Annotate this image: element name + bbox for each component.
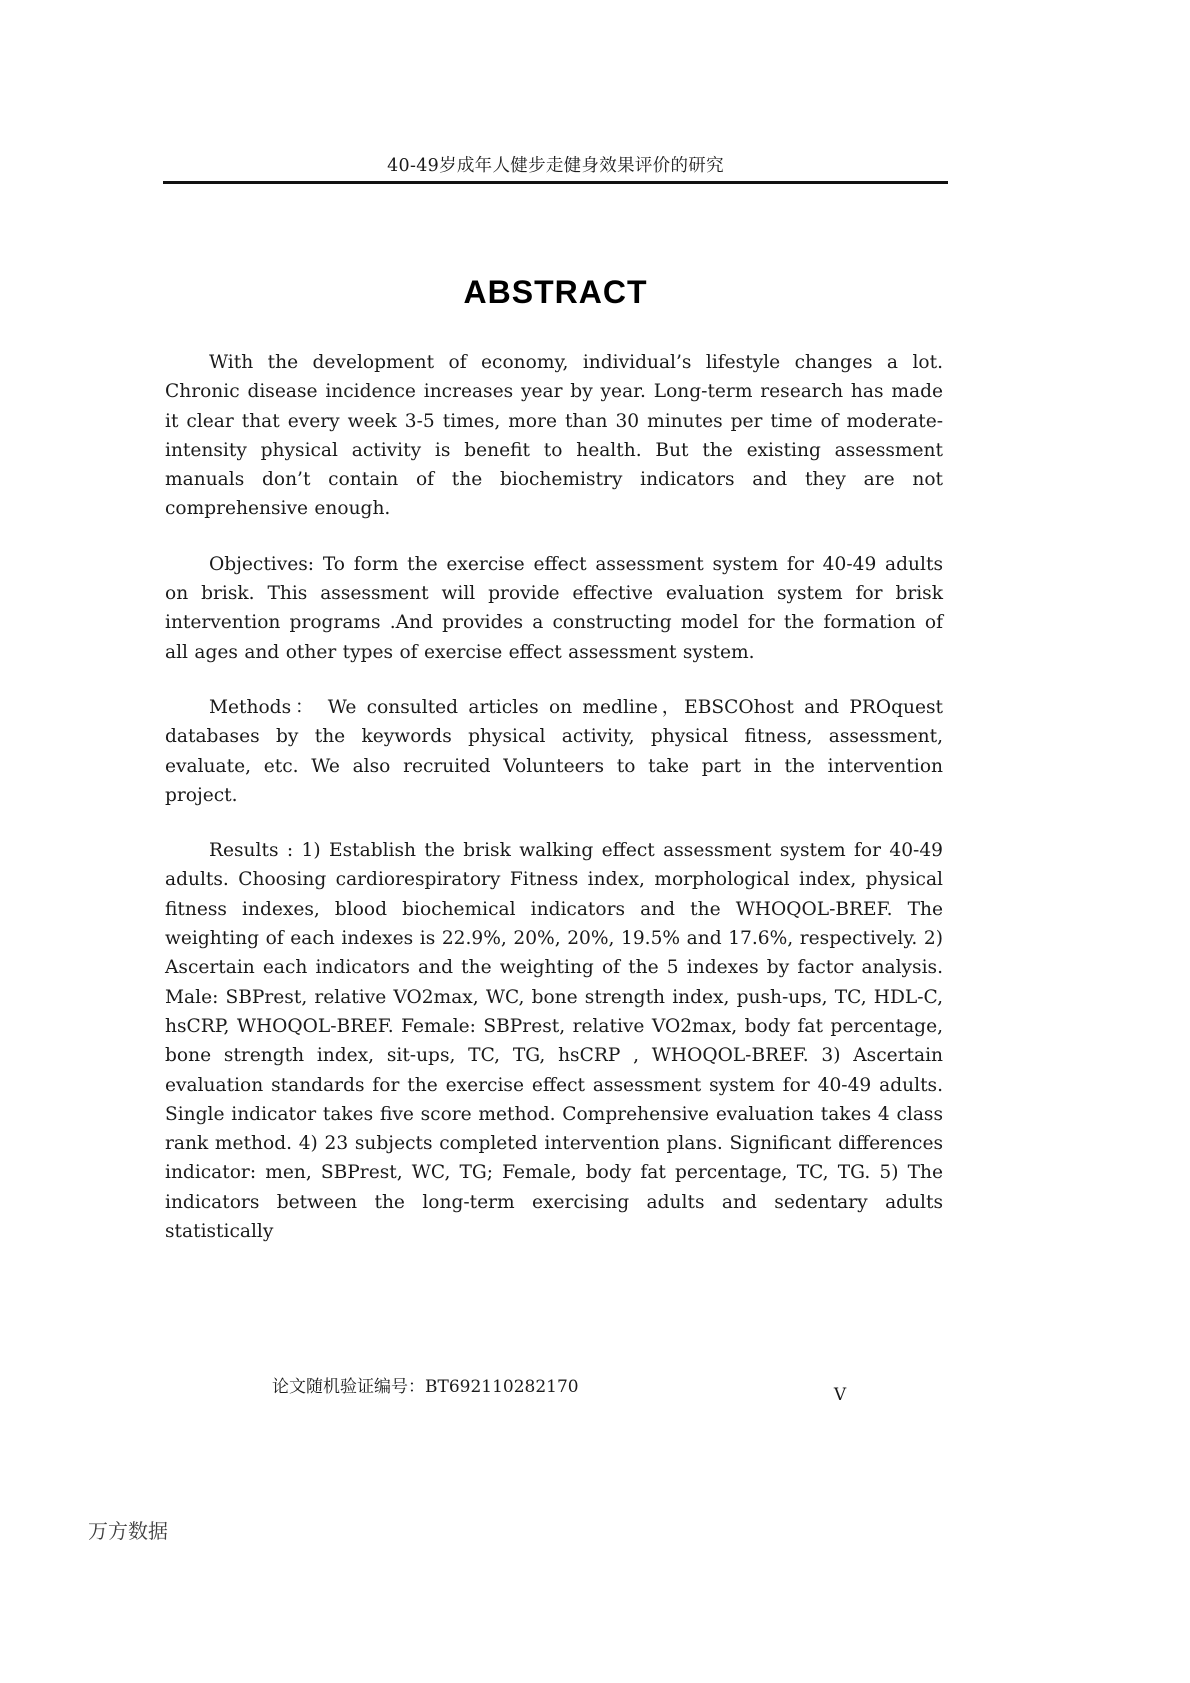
page-number: V xyxy=(833,1385,847,1405)
running-header-title: 40-49岁成年人健步走健身效果评价的研究 xyxy=(387,156,724,176)
wanfang-data-watermark: 万方数据 xyxy=(88,1519,168,1543)
page-title: ABSTRACT xyxy=(463,274,648,311)
paragraph-introduction: With the development of economy, individual’s lifestyle changes a lot. Chronic disease incidence increases year by year. Long-term research has made it clear that every week 3-5 times, more than 30 minutes per time of moderate-intensity physical activity is benefit to health. But the existing assessment manuals don’t contain of the biochemistry indicators and they are not comprehensive enough. xyxy=(165,352,943,520)
abstract-body xyxy=(165,348,943,1246)
paragraph-results: Results : 1) Establish the brisk walking effect assessment system for 40-49 adults. Choosing cardiorespiratory Fitness index, morphological index, physical fitness indexes, blood biochemical indicators and the WHOQOL-BREF. The weighting of each indexes is 22.9%, 20%, 20%, 19.5% and 17.6%, respectively. 2) Ascertain each indicators and the weighting of the 5 indexes by factor analysis. Male: SBPrest, relative VO2max, WC, bone strength index, push-ups, TC, HDL-C, hsCRP, WHOQOL-BREF. Female: SBPrest, relative VO2max, body fat percentage, bone strength index, sit-ups, TC, TG, hsCRP , WHOQOL-BREF. 3) Ascertain evaluation standards for the exercise effect assessment system for 40-49 adults. Single indicator takes five score method. Comprehensive evaluation takes 4 class rank method. 4) 23 subjects completed intervention plans. Significant differences indicator: men, SBPrest, WC, TG; Female, body fat percentage, TC, TG. 5) The indicators between the long-term exercising adults and sedentary adults statistically xyxy=(165,840,943,1243)
paragraph-methods: Methods： We consulted articles on medline，EBSCOhost and PROquest databases by the keywords physical activity, physical fitness, assessment, evaluate, etc. We also recruited Volunteers to take part in the intervention project. xyxy=(165,696,943,806)
thesis-verification-number: 论文随机验证编号：BT692110282170 xyxy=(272,1377,579,1397)
header-divider-rule xyxy=(163,181,948,184)
paragraph-objectives: Objectives: To form the exercise effect assessment system for 40-49 adults on brisk. This assessment will provide effective evaluation system for brisk intervention programs .And provides a constructing model for the formation of all ages and other types of exercise effect assessment system. xyxy=(165,553,943,663)
